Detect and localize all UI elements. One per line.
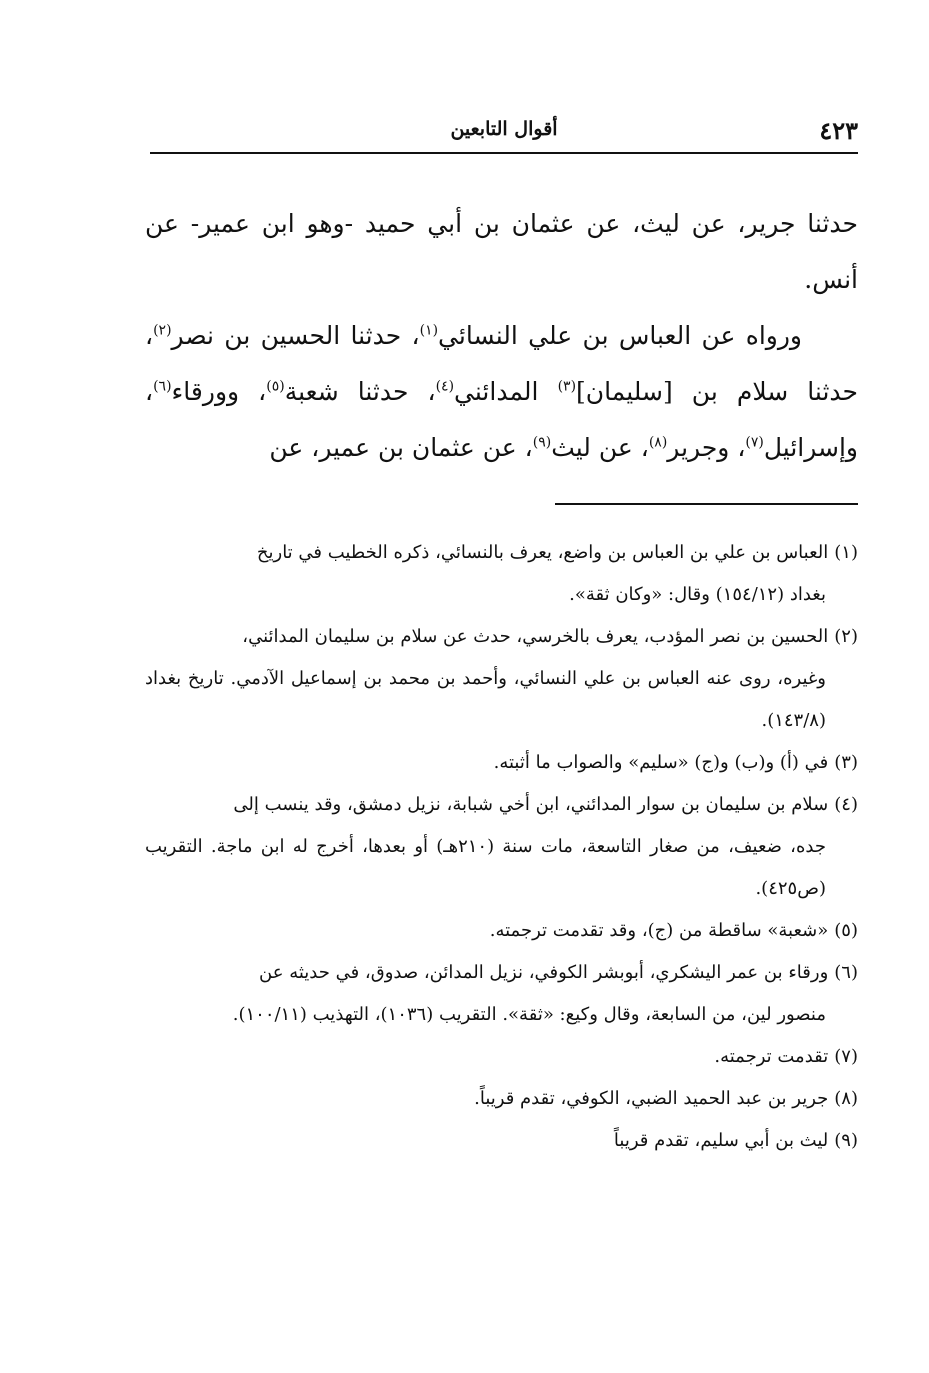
running-title: أقوال التابعين (450, 118, 558, 140)
footnote-number: (٢) (834, 626, 858, 647)
footnote-text: الحسين بن نصر المؤدب، يعرف بالخرسي، حدث عن سلام بن سليمان المدائني، (242, 626, 829, 647)
footnote-continuation: بغداد (١٥٤/١٢) وقال: «وكان ثقة». (569, 584, 826, 605)
footnote-text: العباس بن علي بن العباس بن واضع، يعرف بالنسائي، ذكره الخطيب في تاريخ (256, 542, 829, 563)
footnote-text: جرير بن عبد الحميد الضبي، الكوفي، تقدم قريباً. (474, 1088, 829, 1109)
body-segment: ، وجرير (667, 433, 746, 462)
footnote-7 (145, 1036, 858, 1078)
footnote-number: (٦) (834, 962, 858, 983)
footnote-ref-7: (٧) (745, 434, 764, 451)
footnote-5 (145, 910, 858, 952)
page-header (150, 112, 858, 152)
body-paragraph-1: حدثنا جرير، عن ليث، عن عثمان بن أبي حميد -وهو ابن عمير- عن أنس. (145, 209, 858, 294)
footnote-number: (١) (834, 542, 858, 563)
footnote-6 (145, 952, 858, 1036)
footnote-2 (145, 616, 858, 742)
footnote-ref-9: (٩) (532, 434, 552, 451)
body-paragraph-2 (145, 308, 858, 476)
footnote-ref-2: (٢) (153, 322, 172, 339)
footnote-number: (٩) (834, 1130, 858, 1151)
footnote-9 (145, 1120, 858, 1162)
footnote-separator (555, 503, 858, 505)
footnote-number: (٨) (834, 1088, 858, 1109)
body-segment: ، عن عثمان بن عمير، عن (269, 433, 533, 462)
footnote-number: (٥) (834, 920, 858, 941)
footnote-text: ليث بن أبي سليم، تقدم قريباً (613, 1130, 829, 1151)
footnotes (145, 532, 858, 1162)
footnote-continuation: جده، ضعيف، من صغار التاسعة، مات سنة (٢١٠هـ) أو بعدها، أخرج له ابن ماجة. التقريب (ص٤٢٥). (145, 836, 826, 899)
body-segment: ورواه عن العباس بن علي النسائي (438, 321, 802, 350)
page-number: ٤٢٣ (819, 116, 858, 145)
footnote-continuation: وغيره، روى عنه العباس بن علي النسائي، وأحمد بن محمد بن إسماعيل الآدمي. تاريخ بغداد (١٤٣/٨). (145, 668, 826, 731)
header-rule (150, 152, 858, 154)
footnote-number: (٤) (834, 794, 858, 815)
footnote-ref-5: (٥) (266, 378, 285, 395)
footnote-ref-4: (٤) (435, 378, 455, 395)
body-segment: ، عن ليث (551, 433, 649, 462)
body-segment: ، حدثنا الحسين بن نصر (171, 321, 420, 350)
footnote-text: ورقاء بن عمر اليشكري، أبوبشر الكوفي، نزيل المدائن، صدوق، في حديثه عن (259, 962, 829, 983)
footnote-number: (٣) (834, 752, 858, 773)
body-segment: ، حدثنا شعبة (284, 377, 436, 406)
body-segment: ، حدثنا سلام بن [سليمان] (145, 321, 858, 406)
footnote-1 (145, 532, 858, 616)
body-segment: ، وإسرائيل (145, 377, 858, 462)
footnote-text: سلام بن سليمان بن سوار المدائني، ابن أخي شبابة، نزيل دمشق، وقد ينسب إلى (233, 794, 829, 815)
body-segment: ، وورقاء (171, 377, 267, 406)
footnote-text: تقدمت ترجمته. (714, 1046, 829, 1067)
footnote-3 (145, 742, 858, 784)
footnote-text: «شعبة» ساقطة من (ج)، وقد تقدمت ترجمته. (489, 920, 829, 941)
footnote-number: (٧) (834, 1046, 858, 1067)
footnote-ref-1: (١) (419, 322, 439, 339)
footnote-ref-6: (٦) (153, 378, 172, 395)
footnote-ref-3: (٣) (557, 378, 577, 395)
footnote-ref-8: (٨) (648, 434, 668, 451)
main-text (145, 196, 858, 476)
footnote-8 (145, 1078, 858, 1120)
footnote-continuation: منصور لين، من السابعة، وقال وكيع: «ثقة». التقريب (١٠٣٦)، التهذيب (١٠٠/١١). (232, 1004, 826, 1025)
footnote-text: في (أ) و(ب) و(ج) «سليم» والصواب ما أثبته. (493, 752, 829, 773)
footnote-4 (145, 784, 858, 910)
body-segment: المدائني (454, 377, 558, 406)
